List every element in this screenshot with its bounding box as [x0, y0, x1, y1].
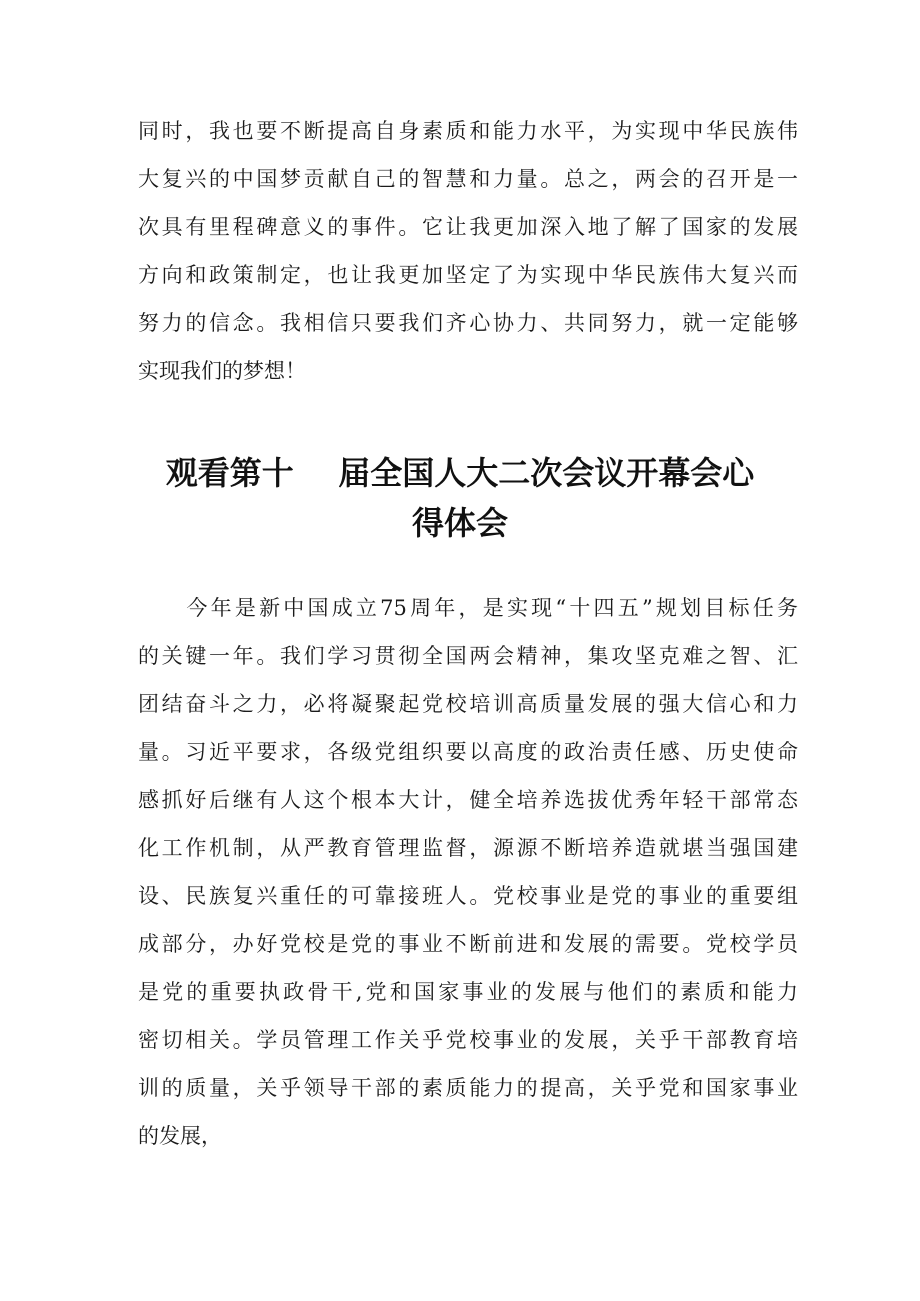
paragraph-line: 的发展，	[138, 1124, 222, 1148]
paragraph-line: 同时，我也要不断提高自身素质和能力水平，为实现中华民族伟	[138, 119, 798, 143]
paragraph-line: 设、民族复兴重任的可靠接班人。党校事业是党的事业的重要组	[138, 884, 798, 908]
paragraph-line: 化工作机制，从严教育管理监督，源源不断培养造就堪当强国建	[138, 836, 798, 860]
title-line-1: 观看第十 届全国人大二次会议开幕会心	[165, 454, 755, 492]
paragraph-line: 量。习近平要求，各级党组织要以高度的政治责任感、历史使命	[138, 740, 798, 764]
paragraph-line: 努力的信念。我相信只要我们齐心协力、共同努力，就一定能够	[138, 311, 798, 335]
paragraph-line: 方向和政策制定，也让我更加坚定了为实现中华民族伟大复兴而	[138, 263, 798, 287]
paragraph-line: 训的质量，关乎领导干部的素质能力的提高，关乎党和国家事业	[138, 1076, 798, 1100]
title-line-2: 得体会	[411, 504, 508, 542]
paragraph-line: 团结奋斗之力，必将凝聚起党校培训高质量发展的强大信心和力	[138, 692, 798, 716]
paragraph-line: 的关键一年。我们学习贯彻全国两会精神，集攻坚克难之智、汇	[138, 644, 798, 668]
paragraph-line: 次具有里程碑意义的事件。它让我更加深入地了解了国家的发展	[138, 215, 798, 239]
paragraph-line: 感抓好后继有人这个根本大计，健全培养选拔优秀年轻干部常态	[138, 788, 798, 812]
paragraph-line: 实现我们的梦想！	[138, 359, 306, 383]
paragraph-line: 密切相关。学员管理工作关乎党校事业的发展，关乎干部教育培	[138, 1028, 798, 1052]
paragraph-line: 是党的重要执政骨干,党和国家事业的发展与他们的素质和能力	[138, 980, 798, 1004]
document-title	[140, 448, 780, 548]
paragraph-line: 成部分，办好党校是党的事业不断前进和发展的需要。党校学员	[138, 932, 798, 956]
paragraph-line: 今年是新中国成立75周年，是实现“十四五”规划目标任务	[138, 596, 798, 620]
paragraph-2	[138, 592, 798, 1168]
paragraph-1	[138, 115, 798, 403]
paragraph-line: 大复兴的中国梦贡献自己的智慧和力量。总之，两会的召开是一	[138, 167, 798, 191]
